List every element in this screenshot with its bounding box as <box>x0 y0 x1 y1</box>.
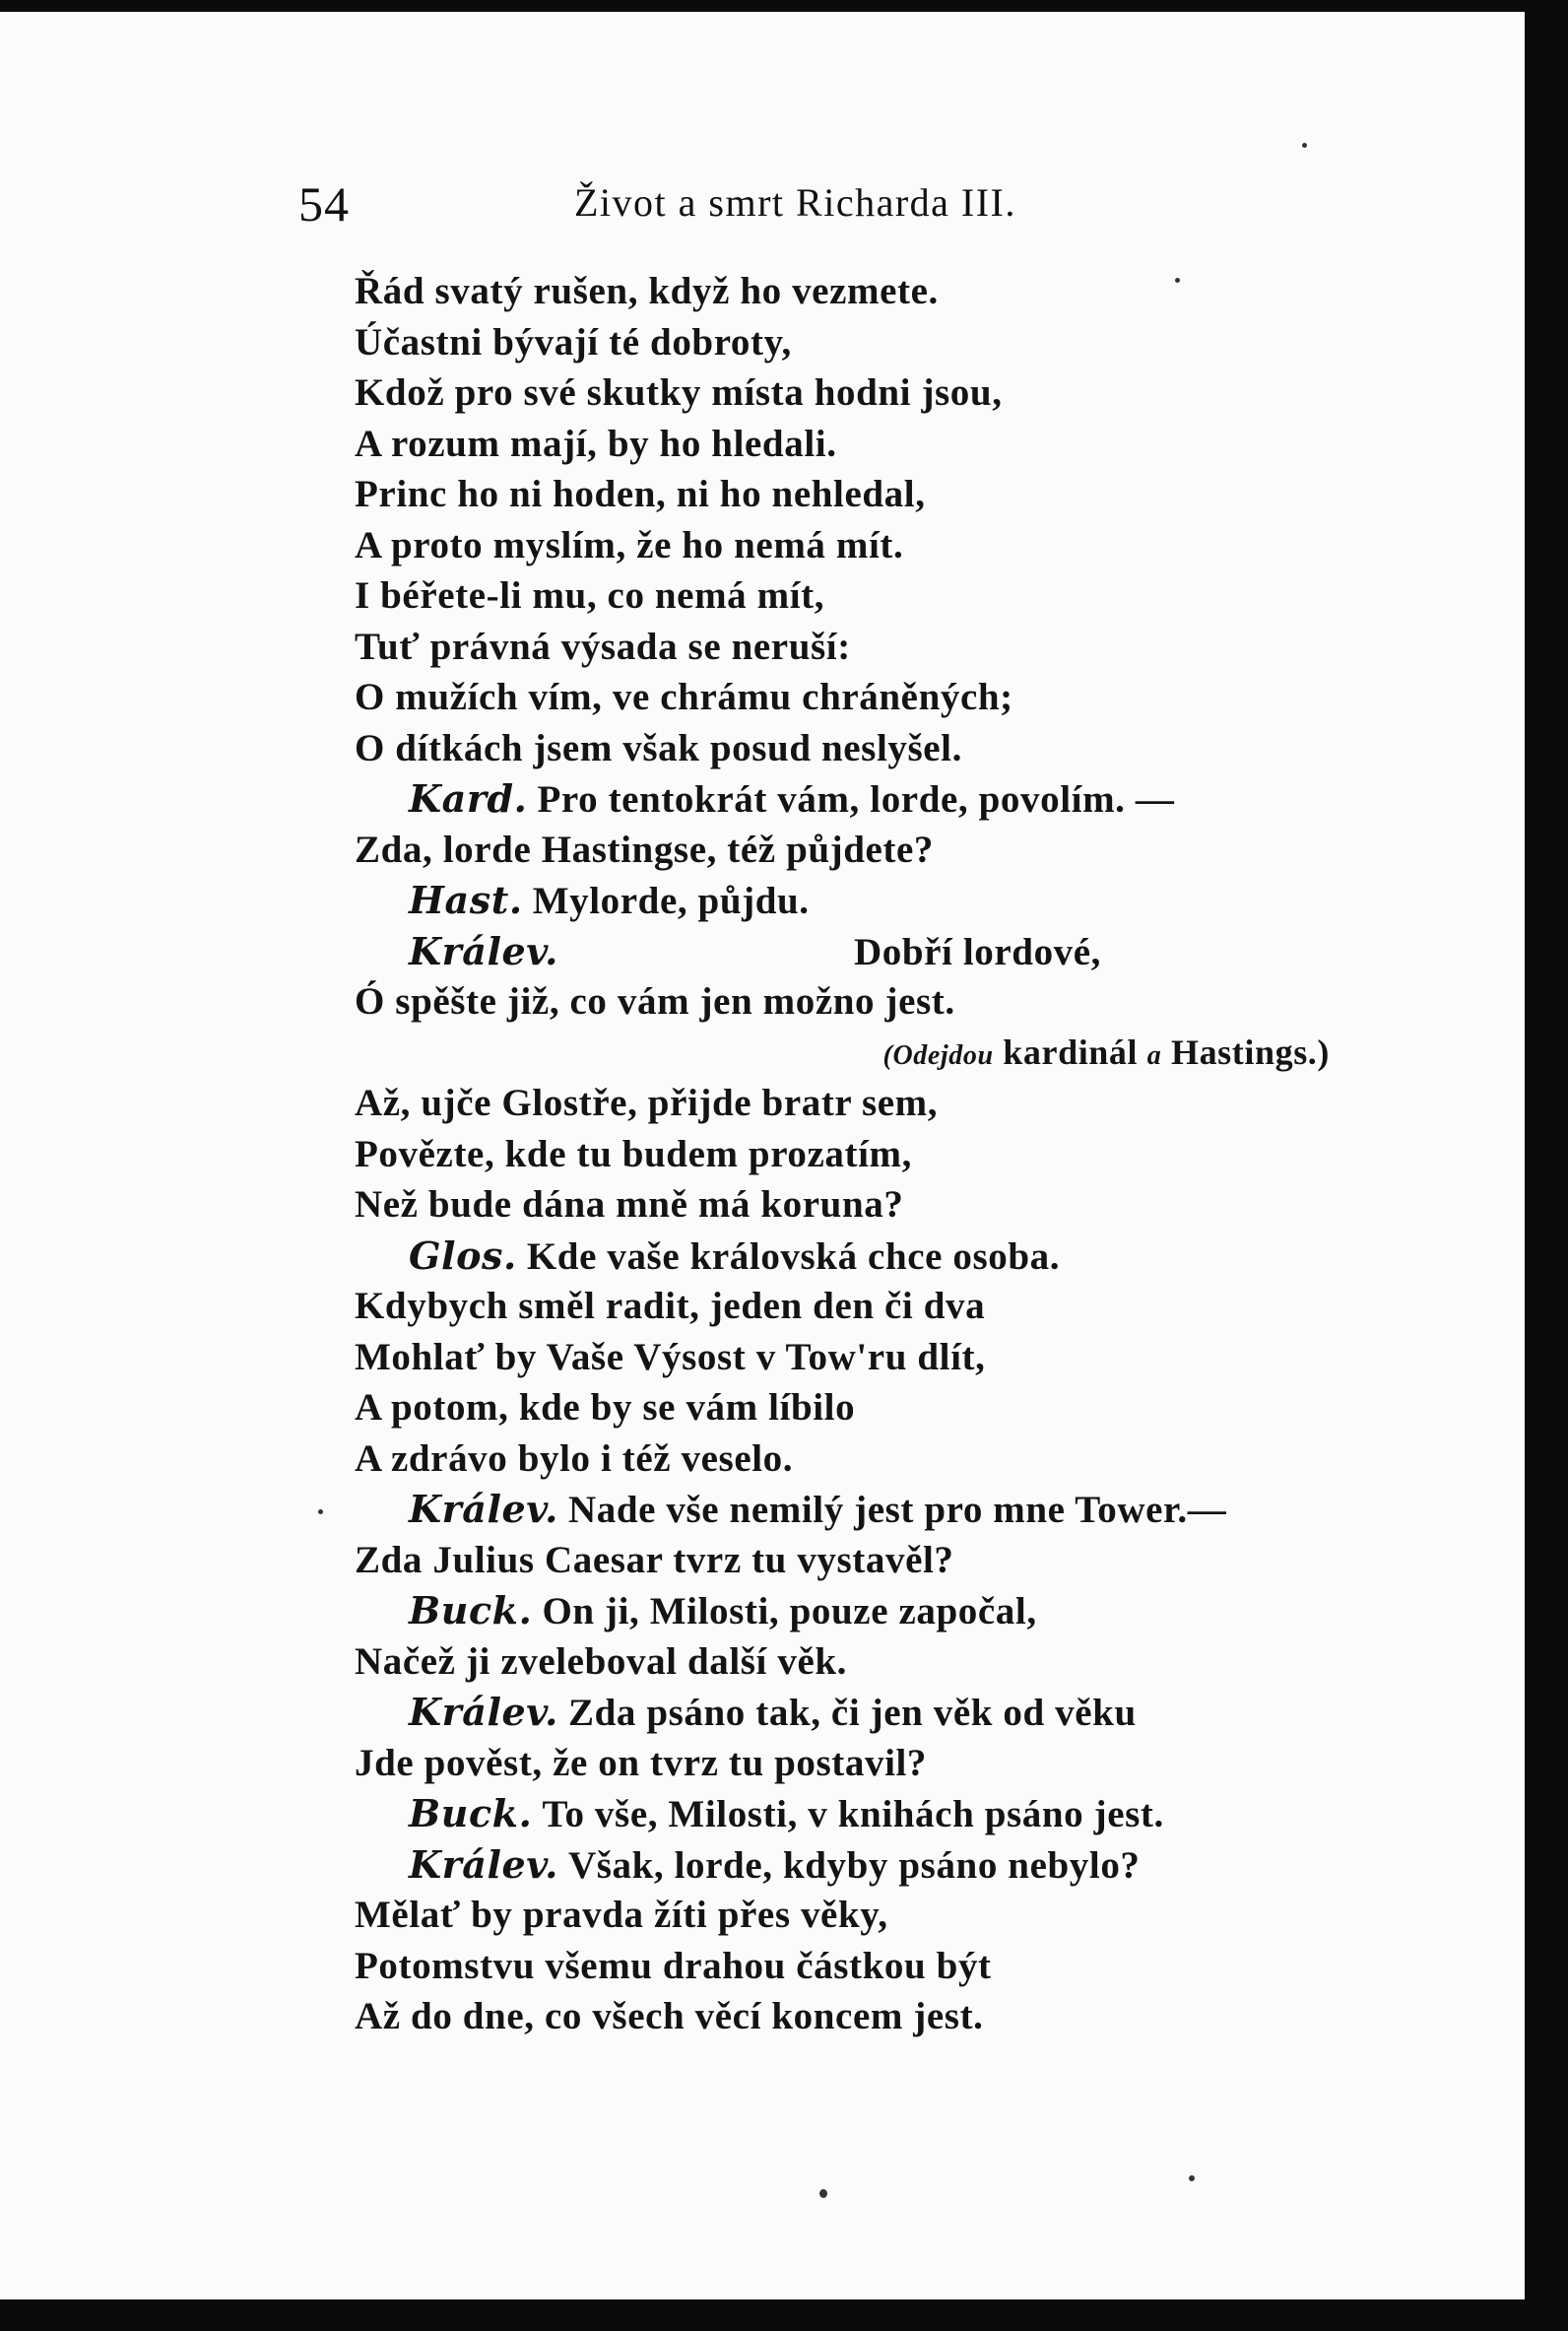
speaker-name: Králev. <box>409 1841 558 1887</box>
verse-line: Až do dne, co všech věcí koncem jest. <box>355 1995 984 2037</box>
verse-line: I béřete-li mu, co nemá mít, <box>355 574 825 617</box>
verse-line: Zda, lorde Hastingse, též půjdete? <box>355 828 935 871</box>
verse-line: A zdrávo bylo i též veselo. <box>355 1436 794 1480</box>
verse-line: A potom, kde by se vám líbilo <box>355 1386 856 1429</box>
verse-line: Princ ho ni hoden, ni ho nehledal, <box>355 473 926 515</box>
speaker-name: Buck. <box>409 1791 533 1835</box>
speech-line: Buck. On ji, Milosti, pouze započal, <box>409 1588 1037 1632</box>
book-page <box>0 12 1525 2299</box>
verse-line: Povězte, kde tu budem prozatím, <box>355 1132 912 1175</box>
print-speck <box>1189 2175 1195 2181</box>
verse-line: Potomstvu všemu drahou částkou být <box>355 1944 992 1987</box>
verse-line: Tuť právná výsada se neruší: <box>355 625 851 668</box>
speaker-name: Glos. <box>409 1232 517 1278</box>
verse-line: Mohlať by Vaše Výsost v Tow'ru dlít, <box>355 1335 986 1378</box>
verse-line: Až, ujče Glostře, přijde bratr sem, <box>355 1082 939 1124</box>
verse-line: A proto myslím, že ho nemá mít. <box>355 523 904 566</box>
scan-edge <box>1525 0 1568 2331</box>
speaker-name: Králev. <box>409 928 558 973</box>
speech-line: Králev. Však, lorde, kdyby psáno nebylo? <box>409 1841 1141 1887</box>
speaker-name: Buck. <box>409 1588 533 1632</box>
page-number: 54 <box>298 176 350 232</box>
print-speck <box>1175 278 1180 283</box>
verse-line: O dítkách jsem však posud neslyšel. <box>355 726 962 769</box>
print-speck <box>1302 143 1307 148</box>
verse-line: Zda Julius Caesar tvrz tu vystavěl? <box>355 1538 954 1581</box>
speech-line: Buck. To vše, Milosti, v knihách psáno jest. <box>409 1791 1164 1835</box>
speaker-name: Kard. <box>409 776 528 821</box>
verse-line: Účastni bývají té dobroty, <box>355 320 792 364</box>
stage-direction: (Odejdou kardinál a Hastings.) <box>882 1032 1330 1072</box>
speech-line: Králev. Zda psáno tak, či jen věk od věku <box>409 1690 1137 1734</box>
speech-line: Kard. Pro tentokrát vám, lorde, povolím. — <box>409 776 1175 821</box>
verse-line: Načež ji zveleboval další věk. <box>355 1639 847 1683</box>
verse-line: A rozum mají, by ho hledali. <box>355 422 837 465</box>
verse-line: Jde pověst, že on tvrz tu postavil? <box>355 1741 928 1784</box>
verse-line: Řád svatý rušen, když ho vezmete. <box>355 270 939 312</box>
print-speck <box>819 2189 827 2198</box>
verse-line: Kdož pro své skutky místa hodni jsou, <box>355 371 1003 414</box>
verse-line: O mužích vím, ve chrámu chráněných; <box>355 676 1013 718</box>
speech-line: Králev. Dobří lordové, <box>409 928 1102 973</box>
speaker-name: Hast. <box>409 878 523 922</box>
speech-line: Králev. Nade vše nemilý jest pro mne Tower.— <box>409 1487 1227 1531</box>
speech-line: Hast. Mylorde, půjdu. <box>409 878 810 922</box>
speaker-name: Králev. <box>409 1487 558 1531</box>
print-speck <box>318 1509 323 1514</box>
verse-line: Mělať by pravda žíti přes věky, <box>355 1894 888 1936</box>
speech-line: Glos. Kde vaše královská chce osoba. <box>409 1232 1061 1278</box>
verse-line: Než bude dána mně má koruna? <box>355 1183 904 1226</box>
running-title: Život a smrt Richarda III. <box>574 180 1016 225</box>
verse-line: Kdybych směl radit, jeden den či dva <box>355 1285 986 1327</box>
speaker-name: Králev. <box>409 1690 558 1734</box>
page-header <box>0 171 1525 240</box>
verse-line: Ó spěšte již, co vám jen možno jest. <box>355 980 955 1023</box>
verse-text <box>355 266 1339 2042</box>
